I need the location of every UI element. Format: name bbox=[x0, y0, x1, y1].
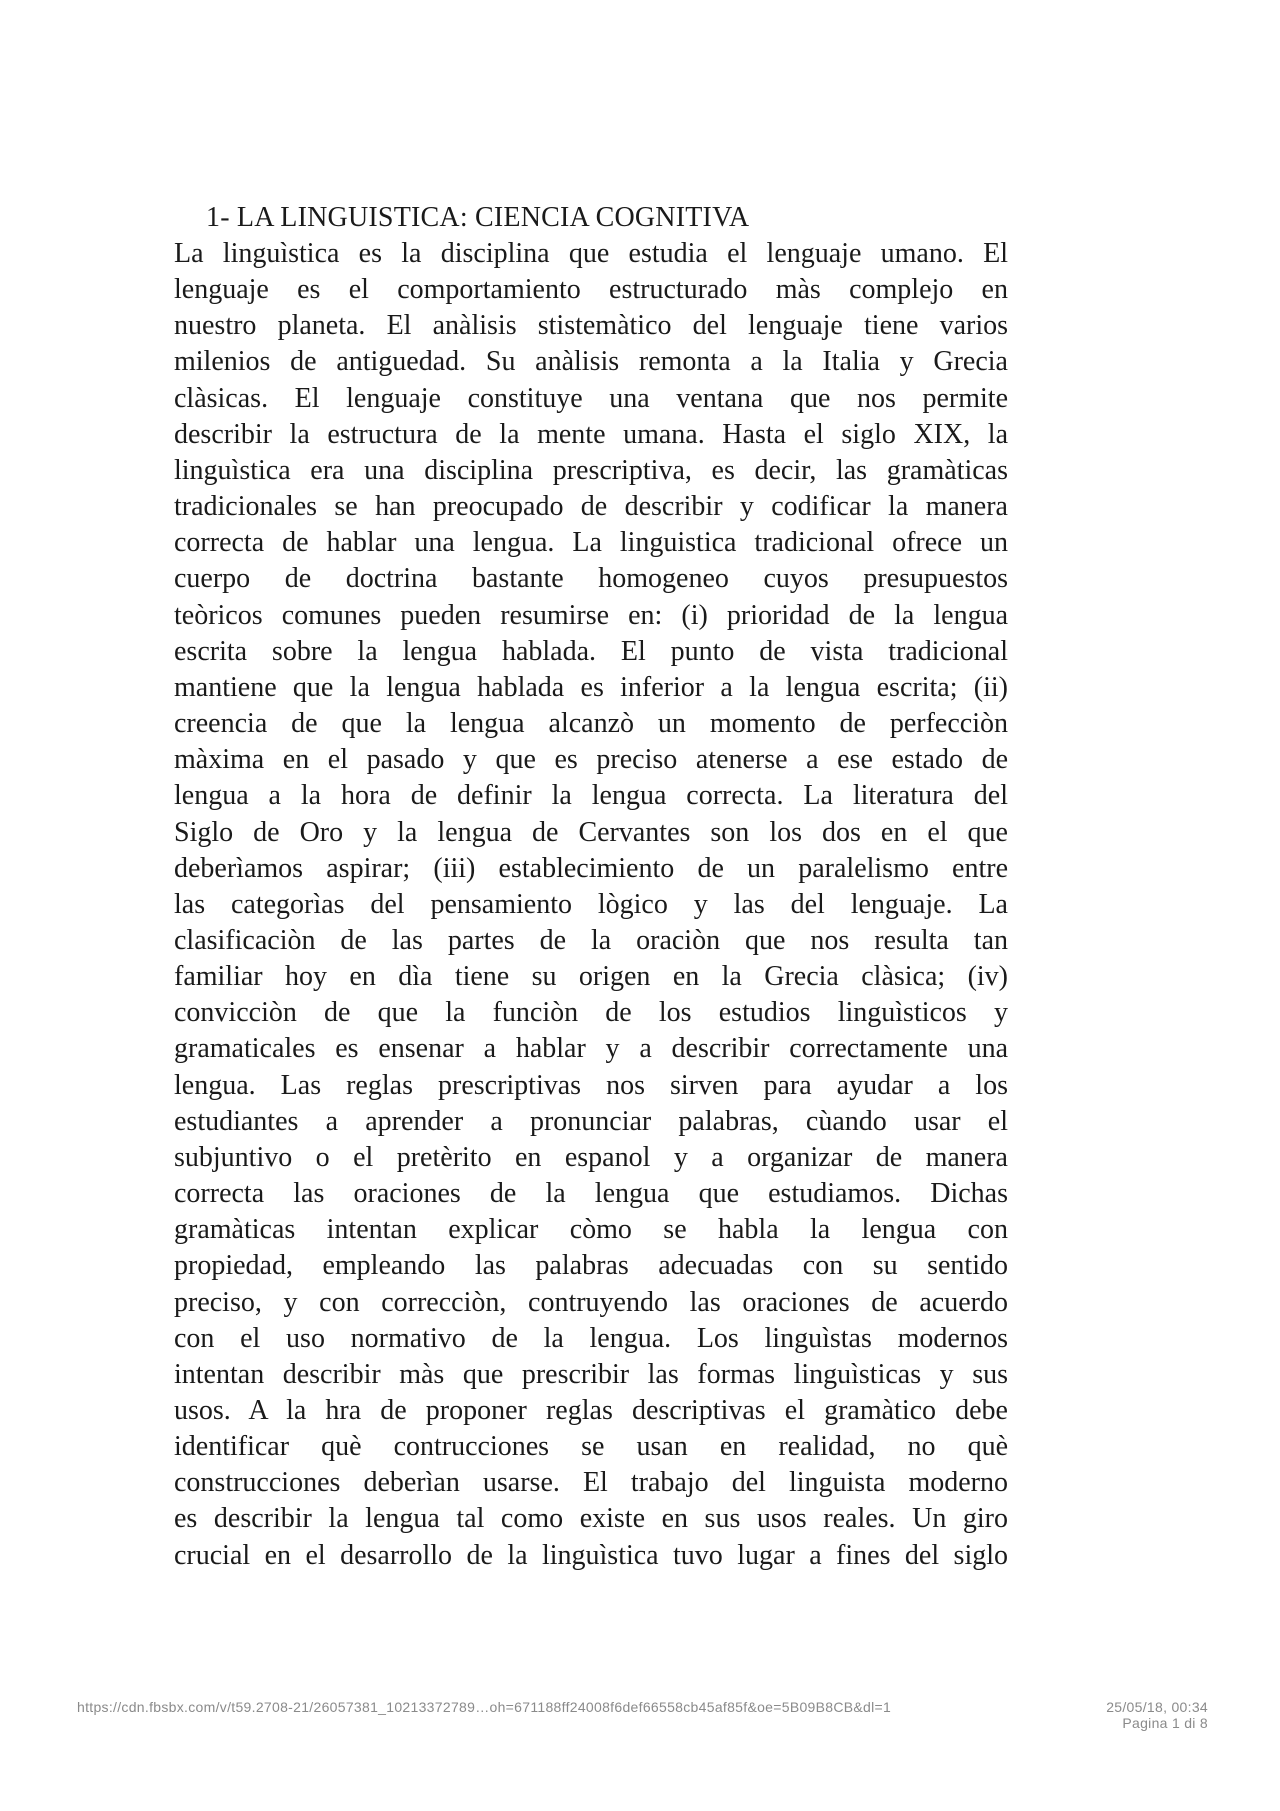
text-line: creencia de que la lengua alcanzò un momento de perfecciòn bbox=[174, 708, 1008, 740]
text-line: milenios de antiguedad. Su anàlisis remonta a la Italia y Grecia bbox=[174, 346, 1008, 378]
text-line: màxima en el pasado y que es preciso atenerse a ese estado de bbox=[174, 744, 1008, 776]
text-line: lengua a la hora de definir la lengua correcta. La literatura del bbox=[174, 780, 1008, 812]
text-line: clasificaciòn de las partes de la oraciòn que nos resulta tan bbox=[174, 924, 1008, 956]
footer-url: https://cdn.fbsbx.com/v/t59.2708-21/26057381_10213372789…oh=671188ff24008f6def66558cb45af85f&oe=5B09B8CB&dl=1 bbox=[77, 1699, 892, 1715]
text-line: propiedad, empleando las palabras adecuadas con su sentido bbox=[174, 1250, 1008, 1282]
text-line: gramaticales es ensenar a hablar y a describir correctamente una bbox=[174, 1033, 1008, 1065]
text-line: convicciòn de que la funciòn de los estudios linguìsticos y bbox=[174, 997, 1008, 1029]
section-heading: 1- LA LINGUISTICA: CIENCIA COGNITIVA bbox=[206, 202, 750, 233]
text-line: gramàticas intentan explicar còmo se habla la lengua con bbox=[174, 1214, 1008, 1246]
text-line: La linguìstica es la disciplina que estudia el lenguaje umano. El bbox=[174, 238, 1008, 269]
text-line: correcta las oraciones de la lengua que estudiamos. Dichas bbox=[174, 1178, 1008, 1210]
text-line: cuerpo de doctrina bastante homogeneo cuyos presupuestos bbox=[174, 563, 1008, 595]
text-line: las categorìas del pensamiento lògico y las del lenguaje. La bbox=[174, 888, 1008, 920]
text-line: con el uso normativo de la lengua. Los linguìstas modernos bbox=[174, 1322, 1008, 1354]
text-line: construcciones deberìan usarse. El trabajo del linguista moderno bbox=[174, 1467, 1008, 1499]
text-line: tradicionales se han preocupado de describir y codificar la manera bbox=[174, 491, 1008, 523]
text-line: usos. A la hra de proponer reglas descriptivas el gramàtico debe bbox=[174, 1395, 1008, 1426]
text-line: identificar què contrucciones se usan en realidad, no què bbox=[174, 1431, 1008, 1463]
footer-datetime: 25/05/18, 00:34 bbox=[1106, 1699, 1208, 1715]
text-line: describir la estructura de la mente umana. Hasta el siglo XIX, la bbox=[174, 418, 1008, 450]
text-line: nuestro planeta. El anàlisis stistemàtico del lenguaje tiene varios bbox=[174, 310, 1008, 342]
text-line: familiar hoy en dìa tiene su origen en la Grecia clàsica; (iv) bbox=[174, 961, 1008, 993]
text-line: deberìamos aspirar; (iii) establecimiento de un paralelismo entre bbox=[174, 852, 1008, 884]
text-line: es describir la lengua tal como existe en sus usos reales. Un giro bbox=[174, 1503, 1008, 1535]
text-line: correcta de hablar una lengua. La linguistica tradicional ofrece un bbox=[174, 527, 1008, 559]
text-line: intentan describir màs que prescribir las formas linguìsticas y sus bbox=[174, 1358, 1008, 1390]
text-line: clàsicas. El lenguaje constituye una ventana que nos permite bbox=[174, 382, 1008, 414]
text-line: teòricos comunes pueden resumirse en: (i) prioridad de la lengua bbox=[174, 599, 1008, 631]
text-line: preciso, y con correcciòn, contruyendo las oraciones de acuerdo bbox=[174, 1286, 1008, 1318]
footer-page-label: Pagina 1 di 8 bbox=[1122, 1715, 1208, 1731]
text-line: estudiantes a aprender a pronunciar palabras, cùando usar el bbox=[174, 1105, 1008, 1137]
text-line: escrita sobre la lengua hablada. El punto de vista tradicional bbox=[174, 635, 1008, 667]
text-line: Siglo de Oro y la lengua de Cervantes son los dos en el que bbox=[174, 816, 1008, 848]
paragraph bbox=[174, 236, 1008, 1574]
footer-meta bbox=[1106, 1699, 1208, 1731]
text-line: mantiene que la lengua hablada es inferior a la lengua escrita; (ii) bbox=[174, 671, 1008, 703]
text-line: subjuntivo o el pretèrito en espanol y a organizar de manera bbox=[174, 1141, 1008, 1173]
document-body bbox=[174, 200, 1008, 1574]
text-line: linguìstica era una disciplina prescriptiva, es decir, las gramàticas bbox=[174, 454, 1008, 486]
text-line: lengua. Las reglas prescriptivas nos sirven para ayudar a los bbox=[174, 1069, 1008, 1101]
text-line: crucial en el desarrollo de la linguìstica tuvo lugar a fines del siglo bbox=[174, 1539, 1008, 1571]
text-line: lenguaje es el comportamiento estructurado màs complejo en bbox=[174, 274, 1008, 306]
